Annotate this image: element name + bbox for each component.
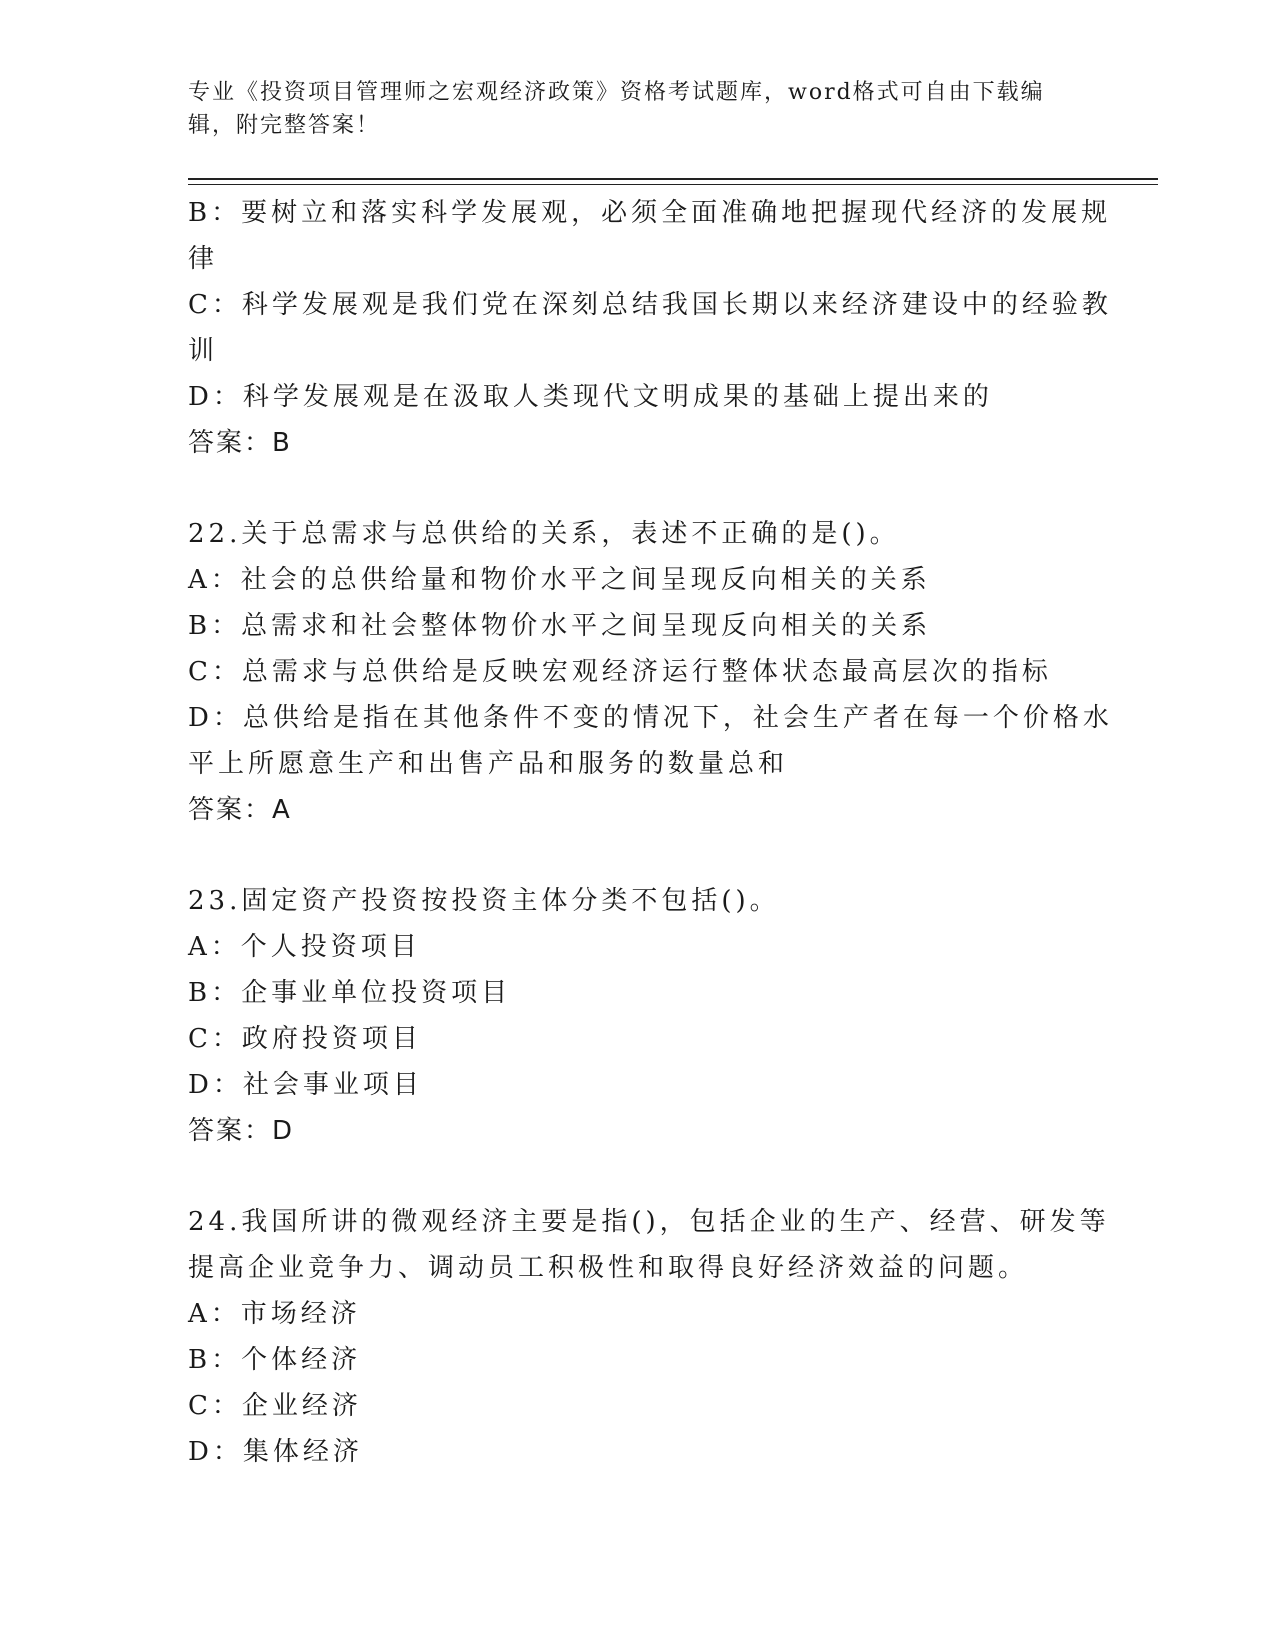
option-line: 平上所愿意生产和出售产品和服务的数量总和 — [188, 749, 789, 779]
option-d: D：集体经济 — [188, 1437, 363, 1467]
header-line-2: 辑，附完整答案！ — [188, 113, 381, 138]
question-stem: 22.关于总需求与总供给的关系，表述不正确的是()。 — [188, 519, 900, 549]
option-line: D：科学发展观是在汲取人类现代文明成果的基础上提出来的 — [188, 382, 993, 412]
option-a: A：市场经济 — [188, 1299, 361, 1329]
option-line: C：科学发展观是我们党在深刻总结我国长期以来经济建设中的经验教 — [188, 290, 1112, 320]
option-b: B：个体经济 — [188, 1345, 362, 1375]
option-a: A：个人投资项目 — [188, 932, 421, 962]
option-c: C：总需求与总供给是反映宏观经济运行整体状态最高层次的指标 — [188, 657, 1052, 687]
answer-line: 答案：B — [188, 428, 292, 458]
option-b: B：企事业单位投资项目 — [188, 978, 512, 1008]
option-line: 训 — [188, 336, 219, 366]
question-gap — [188, 1154, 1078, 1199]
document-header — [188, 76, 1078, 142]
header-line-1: 专业《投资项目管理师之宏观经济政策》资格考试题库，word格式可自由下载编 — [188, 80, 1045, 105]
header-rule-thick — [188, 178, 1158, 180]
option-c: C：企业经济 — [188, 1391, 362, 1421]
answer-line: 答案：D — [188, 1116, 295, 1146]
header-rule-thin — [188, 184, 1158, 185]
option-line: 律 — [188, 244, 219, 274]
question-24 — [188, 1199, 1110, 1475]
option-d: D：社会事业项目 — [188, 1070, 423, 1100]
question-stem — [188, 1199, 1110, 1291]
question-gap — [188, 833, 1078, 878]
option-d — [188, 695, 1113, 787]
question-22 — [188, 511, 1113, 833]
question-23 — [188, 878, 1078, 1154]
option-line: B：要树立和落实科学发展观，必须全面准确地把握现代经济的发展规 — [188, 198, 1112, 228]
option-c: C：政府投资项目 — [188, 1024, 422, 1054]
option-b — [188, 190, 1112, 282]
answer-line: 答案：A — [188, 795, 292, 825]
option-c — [188, 282, 1112, 374]
question-gap — [188, 466, 1078, 511]
option-line: D：总供给是指在其他条件不变的情况下，社会生产者在每一个价格水 — [188, 703, 1113, 733]
stem-line: 提高企业竞争力、调动员工积极性和取得良好经济效益的问题。 — [188, 1253, 1029, 1283]
option-a: A：社会的总供给量和物价水平之间呈现反向相关的关系 — [188, 565, 931, 595]
stem-line: 24.我国所讲的微观经济主要是指()，包括企业的生产、经营、研发等 — [188, 1207, 1110, 1237]
document-body — [188, 190, 1113, 1475]
question-21-tail — [188, 190, 1112, 466]
question-stem: 23.固定资产投资按投资主体分类不包括()。 — [188, 886, 780, 916]
option-d — [188, 374, 1078, 420]
option-b: B：总需求和社会整体物价水平之间呈现反向相关的关系 — [188, 611, 932, 641]
